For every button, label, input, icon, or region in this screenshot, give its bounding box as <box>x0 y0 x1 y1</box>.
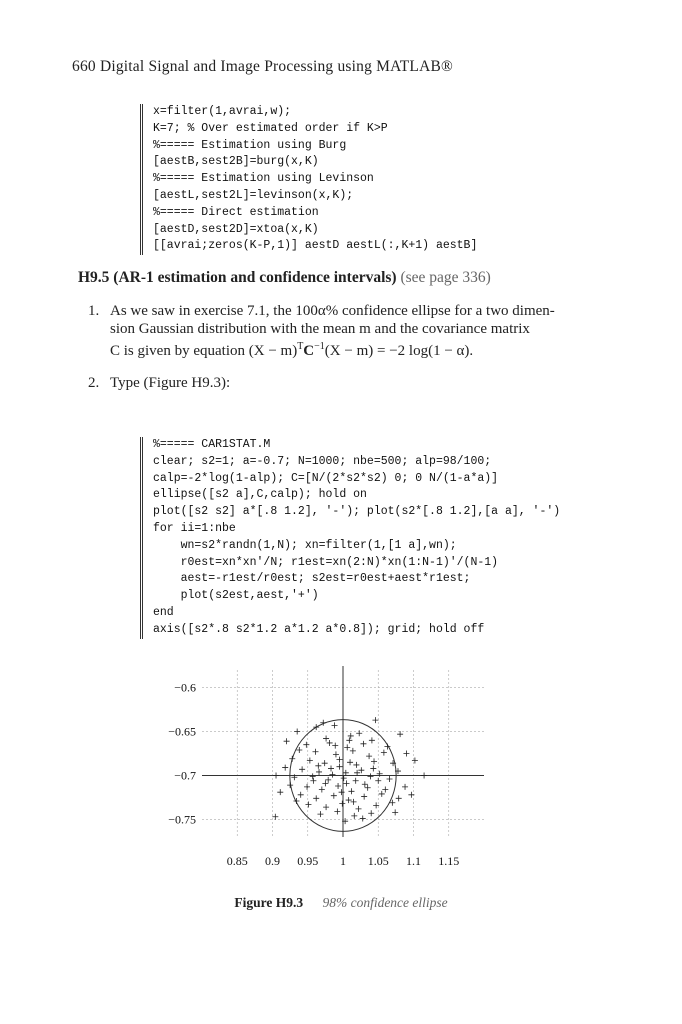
scatter-point-marker <box>336 757 342 763</box>
x-tick-label: 1.15 <box>438 854 460 868</box>
code-line: K=7; % Over estimated order if K>P <box>153 121 388 135</box>
scatter-point-marker <box>277 789 283 795</box>
scatter-point-marker <box>272 814 278 820</box>
scatter-point-marker <box>421 772 427 778</box>
equation-lhs: C is given by equation (X − m) <box>110 343 298 359</box>
x-tick-label: 0.95 <box>297 854 319 868</box>
scatter-point-marker <box>361 794 367 800</box>
figure-caption <box>0 895 682 911</box>
scatter-point-marker <box>287 782 293 788</box>
y-tick-label: −0.75 <box>168 812 196 827</box>
scatter-point-marker <box>375 778 381 784</box>
scatter-point-marker <box>323 804 329 810</box>
section-title: H9.5 (AR-1 estimation and confidence intervals) <box>78 269 397 286</box>
scatter-point-marker <box>412 758 418 764</box>
scatter-point-marker <box>344 780 350 786</box>
scatter-point-marker <box>313 795 319 801</box>
list-item-number: 1. <box>88 303 100 319</box>
transpose-superscript: T <box>297 341 304 352</box>
scatter-point-marker <box>368 810 374 816</box>
scatter-point-marker <box>392 809 398 815</box>
scatter-point-marker <box>319 787 325 793</box>
code-line: %===== Estimation using Levinson <box>153 172 374 186</box>
scatter-point-marker <box>358 767 364 773</box>
code-line: r0est=xn*xn'/N; r1est=xn(2:N)*xn(1:N-1)'/(N-1) <box>153 555 499 569</box>
scatter-point-marker <box>335 783 341 789</box>
code-line: calp=-2*log(1-alp); C=[N/(2*s2*s2) 0; 0 N/(1-a*a)] <box>153 471 499 485</box>
scatter-point-marker <box>282 765 288 771</box>
scatter-point-marker <box>346 737 352 743</box>
scatter-point-marker <box>372 717 378 723</box>
scatter-point-marker <box>350 748 356 754</box>
section-heading <box>78 269 491 287</box>
code-line: [[avrai;zeros(K-P,1)] aestD aestL(:,K+1) aestB] <box>153 239 478 253</box>
scatter-point-marker <box>360 741 366 747</box>
scatter-point-marker <box>348 733 354 739</box>
scatter-point-marker <box>397 731 403 737</box>
scatter-point-marker <box>354 770 360 776</box>
scatter-point-marker <box>351 813 357 819</box>
scatter-point-marker <box>356 730 362 736</box>
list-item-1 <box>88 303 618 361</box>
inverse-superscript: −1 <box>314 341 325 352</box>
code-line: plot([s2 s2] a*[.8 1.2], '-'); plot(s2*[.8 1.2],[a a], '-') <box>153 505 561 519</box>
scatter-point-marker <box>387 776 393 782</box>
scatter-point-marker <box>339 801 345 807</box>
code-block-1 <box>140 104 477 255</box>
item1-line2: sion Gaussian distribution with the mean m and the covariance matrix <box>110 320 530 337</box>
code-line: [aestL,sest2L]=levinson(x,K); <box>153 188 354 202</box>
scatter-point-marker <box>284 738 290 744</box>
scatter-point-marker <box>396 795 402 801</box>
figure-caption-text: 98% confidence ellipse <box>322 895 448 910</box>
code-line: aest=-r1est/r0est; s2est=r0est+aest*r1est; <box>153 572 471 586</box>
scatter-point-marker <box>353 778 359 784</box>
scatter-point-marker <box>348 788 354 794</box>
code-line: [aestB,sest2B]=burg(x,K) <box>153 155 319 169</box>
code-line: %===== CAR1STAT.M <box>153 438 271 451</box>
scatter-point-marker <box>304 784 310 790</box>
scatter-point-marker <box>347 759 353 765</box>
scatter-point-marker <box>303 742 309 748</box>
scatter-point-marker <box>369 737 375 743</box>
scatter-point-marker <box>299 766 305 772</box>
scatter-point-marker <box>332 722 338 728</box>
scatter-point-marker <box>294 729 300 735</box>
scatter-point-marker <box>353 762 359 768</box>
scatter-point-marker <box>334 809 340 815</box>
scatter-point-marker <box>289 756 295 762</box>
scatter-point-marker <box>328 765 334 771</box>
code-line: for ii=1:nbe <box>153 521 236 535</box>
equation-rhs: (X − m) = −2 log(1 − α). <box>324 343 474 359</box>
x-tick-label: 1 <box>340 854 346 868</box>
scatter-point-marker <box>273 772 279 778</box>
scatter-point-marker <box>344 744 350 750</box>
scatter-point-marker <box>317 811 323 817</box>
code-line: wn=s2*randn(1,N); xn=filter(1,[1 a],wn); <box>153 538 457 552</box>
scatter-point-marker <box>322 780 328 786</box>
scatter-point-marker <box>343 770 349 776</box>
code-line: %===== Direct estimation <box>153 205 319 219</box>
item1-line3 <box>110 338 618 361</box>
page-number: 660 <box>72 58 96 75</box>
code-line: plot(s2est,aest,'+') <box>153 589 319 603</box>
scatter-point-marker <box>332 743 338 749</box>
code-line: [aestD,sest2D]=xtoa(x,K) <box>153 222 319 236</box>
scatter-point-marker <box>333 751 339 757</box>
see-page-ref: (see page 336) <box>400 269 491 286</box>
scatter-point-marker <box>313 724 319 730</box>
scatter-chart <box>0 625 682 885</box>
scatter-point-marker <box>323 736 329 742</box>
item2-text: Type (Figure H9.3): <box>110 375 231 391</box>
y-tick-label: −0.65 <box>168 724 196 739</box>
scatter-point-marker <box>322 760 328 766</box>
scatter-point-marker <box>356 806 362 812</box>
scatter-point-marker <box>370 765 376 771</box>
code-line: clear; s2=1; a=-0.7; N=1000; nbe=500; alp=98/100; <box>153 454 492 468</box>
list-item-2 <box>88 375 231 393</box>
scatter-point-marker <box>310 778 316 784</box>
scatter-point-marker <box>305 801 311 807</box>
scatter-point-marker <box>313 749 319 755</box>
y-tick-label: −0.6 <box>174 680 196 695</box>
scatter-point-marker <box>325 777 331 783</box>
scatter-point-marker <box>329 772 335 778</box>
scatter-point-marker <box>360 816 366 822</box>
code-line: %===== Estimation using Burg <box>153 138 347 152</box>
y-tick-label: −0.7 <box>174 768 196 783</box>
x-tick-label: 1.05 <box>367 854 389 868</box>
scatter-point-marker <box>366 753 372 759</box>
scatter-point-marker <box>331 793 337 799</box>
code-line: end <box>153 605 174 619</box>
matrix-c: C <box>303 343 315 359</box>
scatter-point-marker <box>365 785 371 791</box>
scatter-point-marker <box>403 751 409 757</box>
scatter-point-marker <box>336 764 342 770</box>
scatter-point-marker <box>381 750 387 756</box>
scatter-point-marker <box>339 789 345 795</box>
scatter-point-marker <box>310 773 316 779</box>
scatter-point-marker <box>315 763 321 769</box>
scatter-point-marker <box>362 781 368 787</box>
scatter-point-marker <box>296 747 302 753</box>
item1-line1: As we saw in exercise 7.1, the 100α% confidence ellipse for a two dimen- <box>110 303 555 319</box>
x-tick-label: 0.9 <box>265 854 280 868</box>
code-line: x=filter(1,avrai,w); <box>153 105 292 118</box>
x-tick-label: 1.1 <box>406 854 421 868</box>
scatter-point-marker <box>367 773 373 779</box>
scatter-point-marker <box>341 775 347 781</box>
scatter-point-marker <box>408 792 414 798</box>
page-header <box>72 58 453 76</box>
scatter-point-marker <box>371 758 377 764</box>
scatter-point-marker <box>327 740 333 746</box>
list-item-number: 2. <box>88 375 100 391</box>
scatter-point-marker <box>316 769 322 775</box>
x-tick-label: 0.85 <box>226 854 248 868</box>
code-line: ellipse([s2 a],C,calp); hold on <box>153 488 367 502</box>
code-block-2 <box>140 437 560 639</box>
figure-label: Figure H9.3 <box>234 895 304 910</box>
running-title: Digital Signal and Image Processing using MATLAB® <box>99 58 454 75</box>
scatter-point-marker <box>402 784 408 790</box>
code-line: axis([s2*.8 s2*1.2 a*1.2 a*0.8]); grid; hold off <box>153 622 485 636</box>
scatter-point-marker <box>382 787 388 793</box>
scatter-point-marker <box>298 792 304 798</box>
scatter-point-marker <box>379 791 385 797</box>
